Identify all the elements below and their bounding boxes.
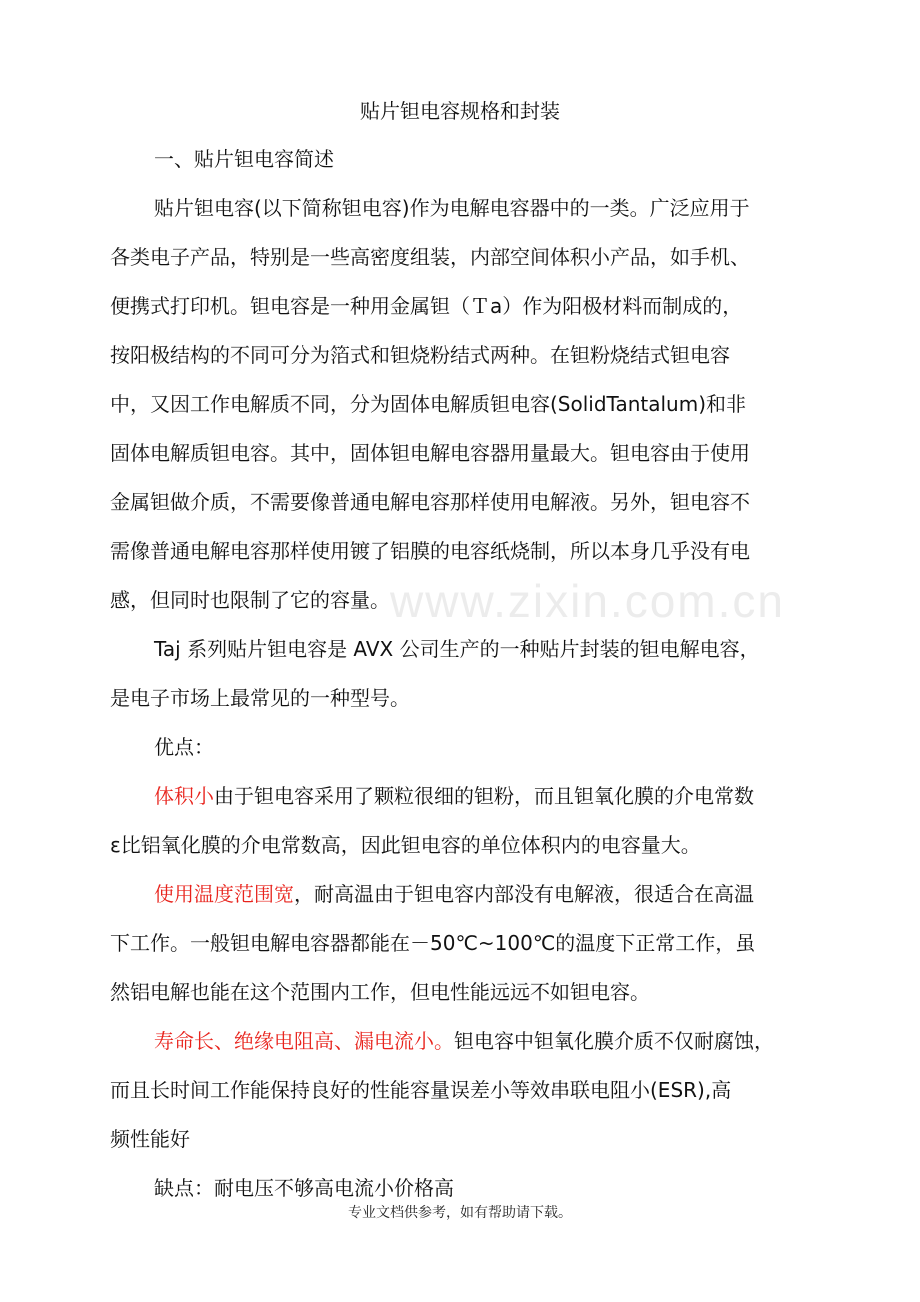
watermark: www.zixin.com.cn	[390, 575, 785, 627]
advantage-3-highlight: 寿命长、绝缘电阻高、漏电流小。	[154, 1029, 454, 1053]
document-title: 贴片钽电容规格和封装	[360, 99, 560, 123]
para2-line: 是电子市场上最常见的一种型号。	[110, 686, 410, 710]
para1-line: 贴片钽电容(以下简称钽电容)作为电解电容器中的一类。广泛应用于	[154, 196, 750, 220]
para1-line: 感，但同时也限制了它的容量。	[110, 588, 390, 612]
para1-line: 按阳极结构的不同可分为箔式和钽烧粉结式两种。在钽粉烧结式钽电容	[110, 343, 730, 367]
para1-line: 中，又因工作电解质不同，分为固体电解质钽电容(SolidTantalum)和非	[110, 392, 746, 416]
advantage-3-line: 而且长时间工作能保持良好的性能容量误差小等效串联电阻小(ESR),高	[110, 1078, 732, 1102]
para1-line: 各类电子产品，特别是一些高密度组装，内部空间体积小产品，如手机、	[110, 245, 750, 269]
para1-line: 需像普通电解电容那样使用镀了铝膜的电容纸烧制，所以本身几乎没有电	[110, 539, 750, 563]
para1-line: 金属钽做介质，不需要像普通电解电容那样使用电解液。另外，钽电容不	[110, 490, 750, 514]
advantage-3-line	[154, 1028, 774, 1054]
advantage-3-text: 钽电容中钽氧化膜介质不仅耐腐蚀，	[454, 1029, 774, 1053]
advantage-2-line: 然铝电解也能在这个范围内工作，但电性能远远不如钽电容。	[110, 980, 650, 1004]
advantage-2-line: 下工作。一般钽电解电容器都能在－50℃~100℃的温度下正常工作，虽	[110, 931, 756, 955]
advantage-2-text: ，耐高温由于钽电容内部没有电解液，很适合在高温	[294, 882, 754, 906]
para1-line: 固体电解质钽电容。其中，固体钽电解电容器用量最大。钽电容由于使用	[110, 441, 750, 465]
para2-line: Taj 系列贴片钽电容是 AVX 公司生产的一种贴片封装的钽电解电容，	[154, 637, 760, 661]
page-footer: 专业文档供参考，如有帮助请下载。	[348, 1205, 572, 1221]
para1-line: 便携式打印机。钽电容是一种用金属钽（Ｔa）作为阳极材料而制成的，	[110, 294, 743, 318]
advantages-label: 优点：	[154, 735, 214, 759]
advantage-1-text: 由于钽电容采用了颗粒很细的钽粉，而且钽氧化膜的介电常数	[214, 784, 754, 808]
advantage-1-line	[154, 783, 754, 809]
advantage-2-highlight: 使用温度范围宽	[154, 882, 294, 906]
advantage-1-highlight: 体积小	[154, 784, 214, 808]
advantage-2-line	[154, 881, 754, 907]
advantage-1-line: ε比铝氧化膜的介电常数高，因此钽电容的单位体积内的电容量大。	[110, 833, 701, 857]
section-heading: 一、贴片钽电容简述	[154, 147, 334, 171]
disadvantages-line: 缺点：耐电压不够高电流小价格高	[154, 1176, 454, 1200]
advantage-3-line: 频性能好	[110, 1127, 190, 1151]
